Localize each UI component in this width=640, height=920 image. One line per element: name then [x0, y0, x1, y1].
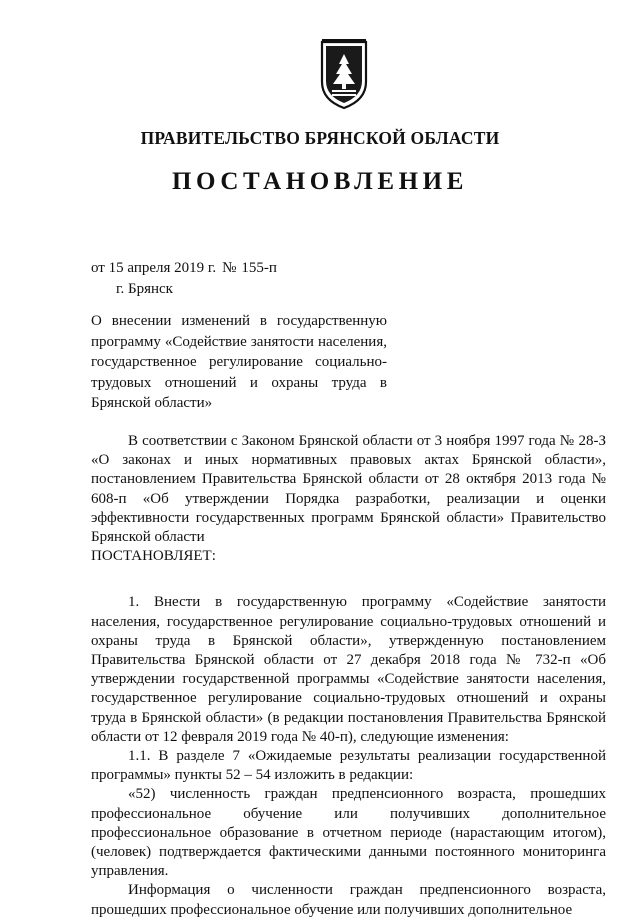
decree-word: ПОСТАНОВЛЯЕТ:: [91, 548, 216, 565]
document-subject: О внесении изменений в государственную программу «Содействие занятости населения, государственное регулирование социально-трудовых отношений и охраны труда в Брянской области»: [91, 313, 387, 412]
item-1-paragraph: 1. Внести в государственную программу «Содействие занятости населения, государственное регулирование социально-трудовых отношений и охраны труда в Брянской области», утвержденную постановлением Правительства Брянской области от 27 декабря 2018 года № 732-п «Об утверждении государственной программы «Содействие занятости населения, государственное регулирование социально-трудовых отношений и охраны труда в Брянской области» (в редакции постановления Правительства Брянской области от 12 февраля 2019 года № 40-п), следующие изменения:: [91, 594, 606, 745]
document-type-title: ПОСТАНОВЛЕНИЕ: [171, 168, 469, 195]
bryansk-coat-of-arms-icon: [318, 38, 370, 110]
organization-name: ПРАВИТЕЛЬСТВО БРЯНСКОЙ ОБЛАСТИ: [140, 128, 500, 148]
information-paragraph: Информация о численности граждан предпенсионного возраста, прошедших профессиональное обучение или получивших дополнительное: [91, 882, 606, 918]
quote-item-52-paragraph: «52) численность граждан предпенсионного возраста, прошедших профессиональное обучение или получивших дополнительное профессиональное образование в отчетном периоде (нарастающим итогом), (человек) подтверждается фактическими данными постоянного мониторинга управления.: [91, 786, 606, 880]
document-date: от 15 апреля 2019 г.: [91, 260, 217, 276]
preamble-paragraph: В соответствии с Законом Брянской области от 3 ноября 1997 года № 28-З «О законах и иных нормативных правовых актах Брянской области», постановлением Правительства Брянской области от 28 октября 2013 года № 608-п «Об утверждении Порядка разработки, реализации и оценки эффективности государственных программ Брянской области» Правительство Брянской области: [91, 433, 606, 546]
item-1-1-paragraph: 1.1. В разделе 7 «Ожидаемые результаты реализации государственной программы» пункты 52 – 54 изложить в редакции:: [91, 748, 606, 784]
document-number: 155-п: [241, 260, 277, 276]
document-body: [91, 432, 606, 920]
document-city: г. Брянск: [116, 281, 173, 297]
date-number-line: [91, 260, 277, 277]
number-label: №: [222, 260, 237, 276]
